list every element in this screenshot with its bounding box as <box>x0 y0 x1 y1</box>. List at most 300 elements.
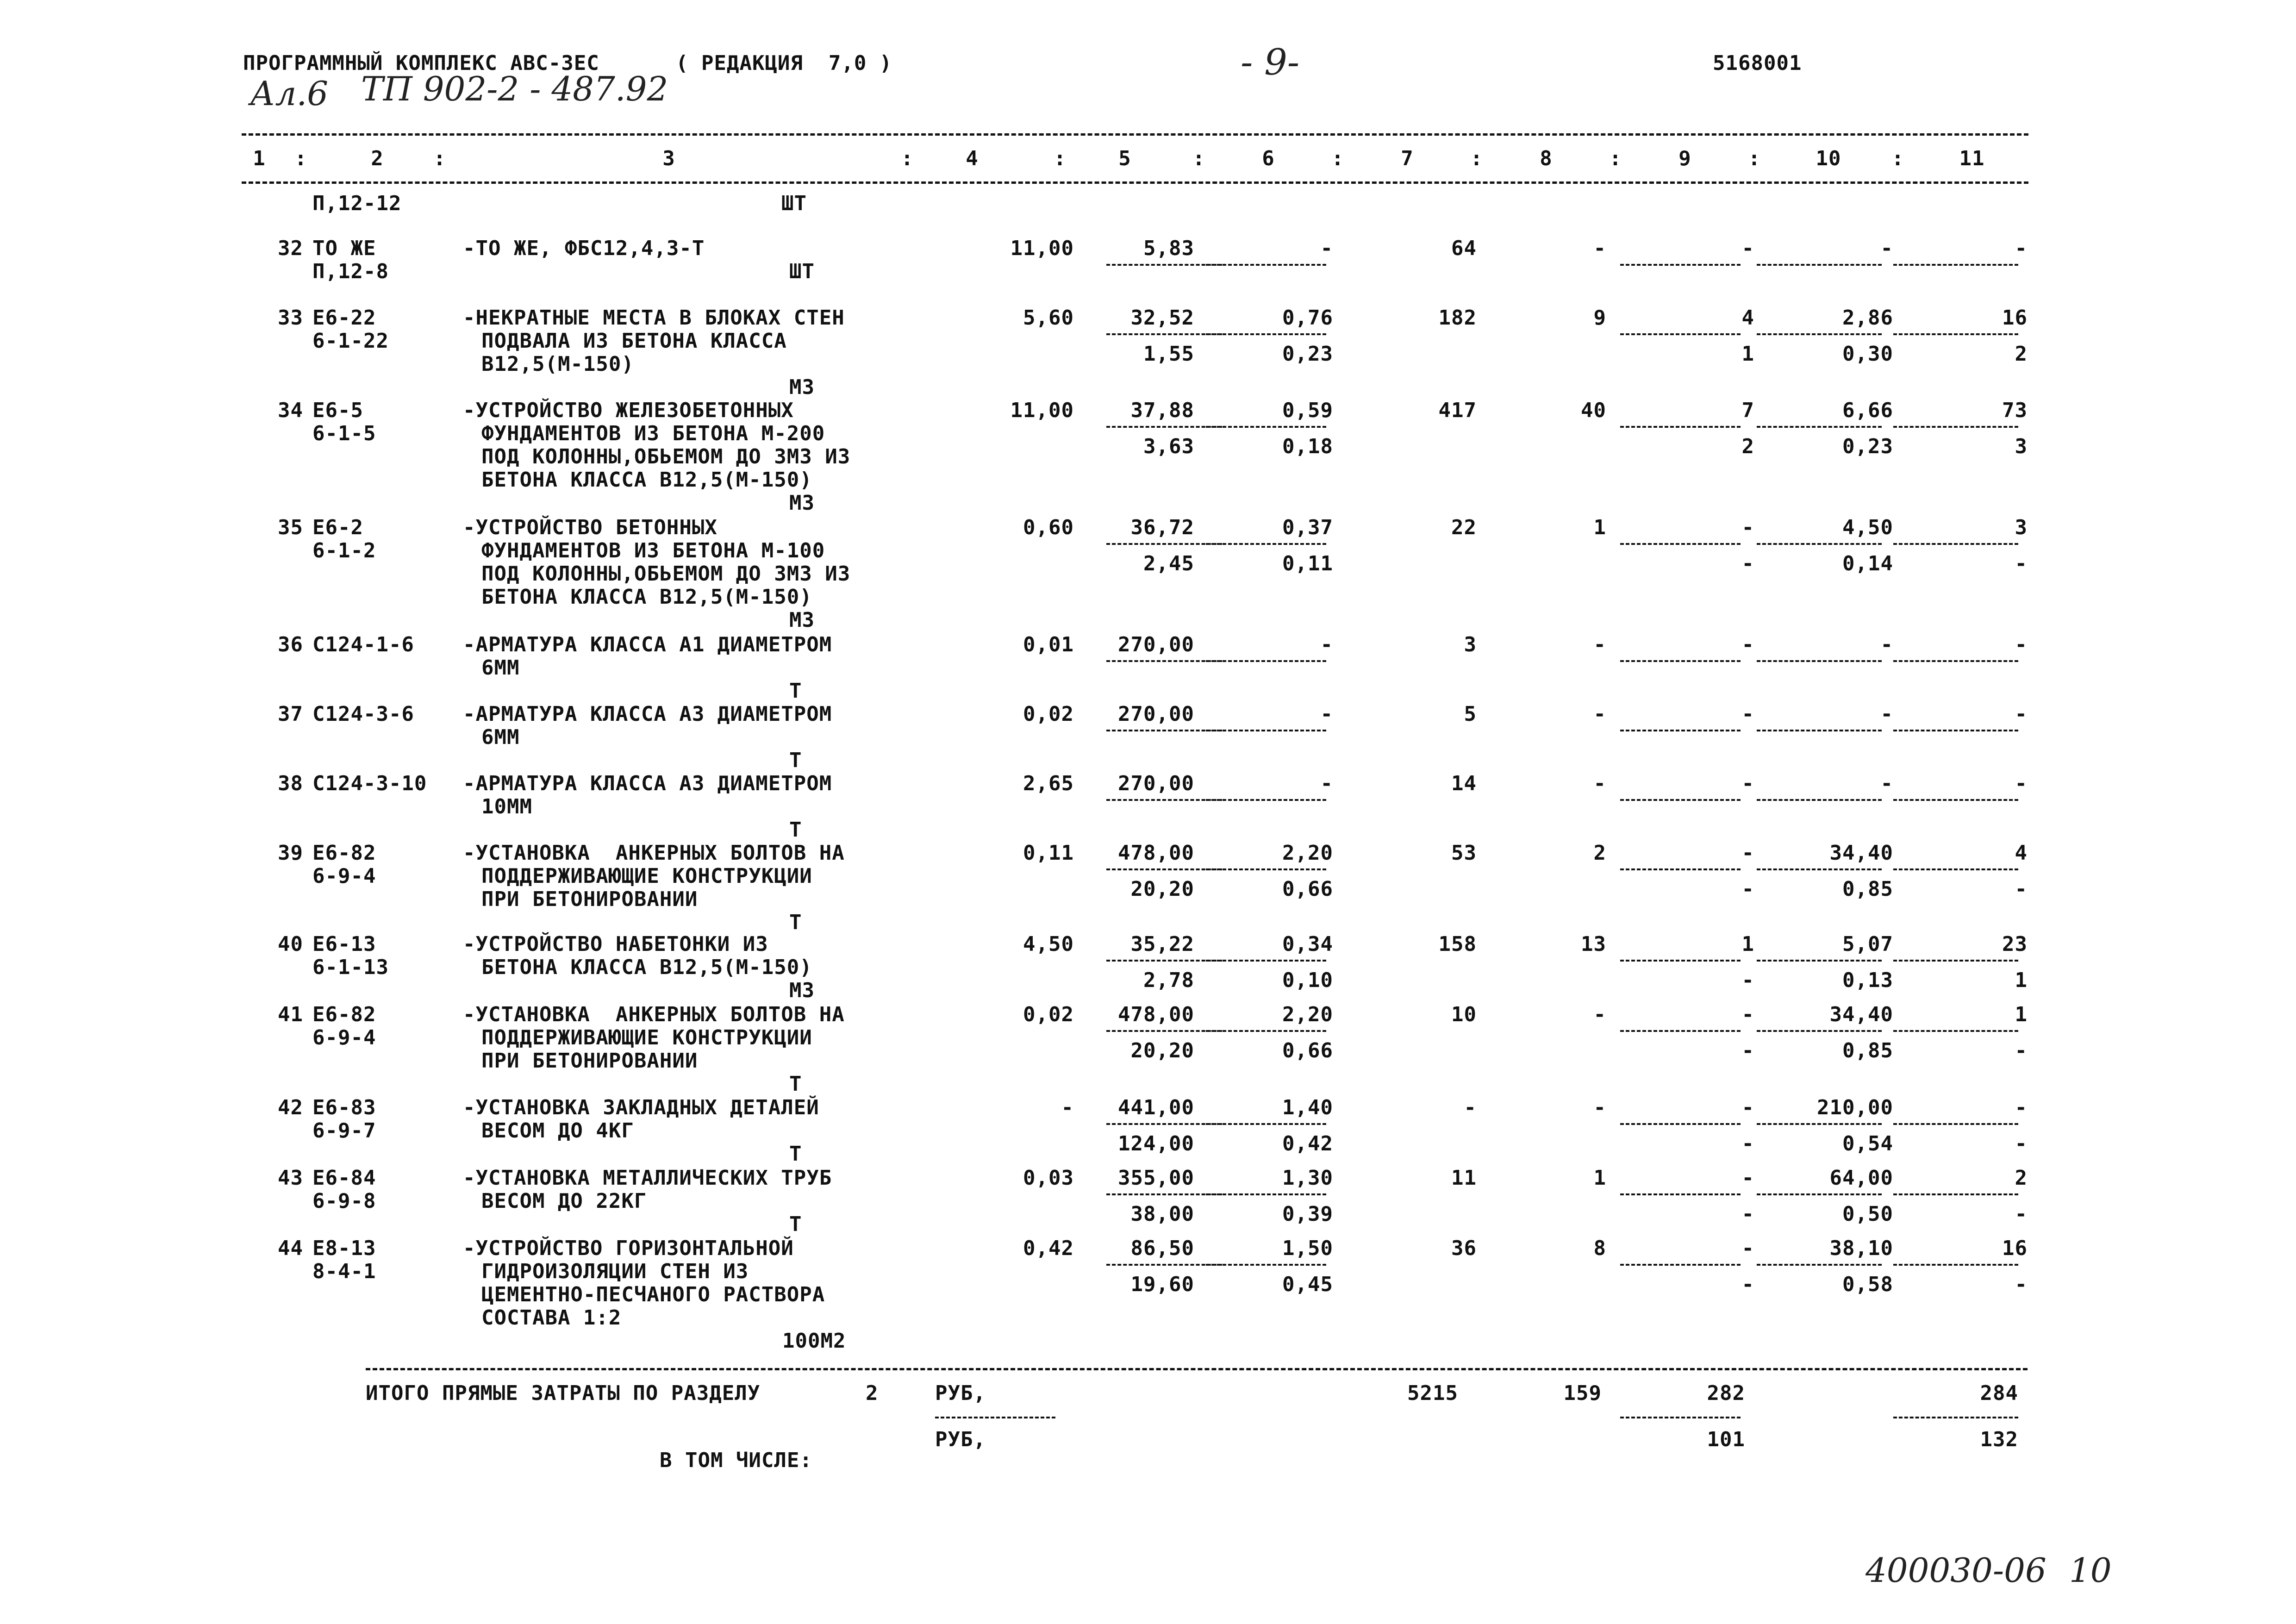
cell-col4: 0,02 <box>1023 1003 1074 1026</box>
work-description: СОСТАВА 1:2 <box>481 1306 622 1330</box>
cell-rule <box>1893 660 2018 662</box>
norm-code: Е8-13 <box>312 1237 376 1260</box>
cell-col11: 23 <box>2002 932 2028 956</box>
cell-rule <box>1757 730 1882 731</box>
column-separator: : <box>433 147 446 170</box>
cell-rule <box>1620 868 1741 870</box>
row-number: 37 <box>278 702 303 726</box>
total-col8: 159 <box>1563 1381 1602 1405</box>
cell-rule <box>1757 1264 1882 1266</box>
cell-col7: 10 <box>1451 1003 1477 1026</box>
cell-col8: 40 <box>1581 399 1606 422</box>
cell-rule <box>1106 660 1222 662</box>
column-header-3: 3 <box>662 147 675 170</box>
cell-col5: 355,00 <box>1118 1166 1194 1190</box>
work-description: -УСТРОЙСТВО ЖЕЛЕЗОБЕТОННЫХ <box>463 399 794 422</box>
unit-label: Т <box>789 749 802 772</box>
cell-col4: 5,60 <box>1023 306 1074 330</box>
cell-col4: 2,65 <box>1023 772 1074 795</box>
cell-col9: - <box>1741 633 1754 656</box>
work-description: -УСТРОЙСТВО БЕТОННЫХ <box>463 516 718 539</box>
cell-col5: 37,88 <box>1130 399 1194 422</box>
cell-rule <box>1206 799 1326 801</box>
cell-col6: - <box>1320 237 1333 260</box>
continued-code: П,12-12 <box>312 192 402 215</box>
cell-col5-wages: 20,20 <box>1130 877 1194 901</box>
cell-col5-wages: 38,00 <box>1130 1202 1194 1226</box>
work-description: ПОДДЕРЖИВАЮЩИЕ КОНСТРУКЦИИ <box>481 1026 812 1049</box>
cell-col6-wages: 0,66 <box>1282 1039 1333 1062</box>
cell-col4: 0,60 <box>1023 516 1074 539</box>
norm-code: ТО ЖЕ <box>312 237 376 260</box>
cell-col4: 0,11 <box>1023 841 1074 865</box>
cell-col6: 0,59 <box>1282 399 1333 422</box>
cell-rule <box>1620 543 1741 545</box>
cell-rule <box>1757 1193 1882 1195</box>
total-col11: 284 <box>1980 1381 2018 1405</box>
cell-col6: 1,50 <box>1282 1237 1333 1260</box>
cell-rule <box>1206 660 1326 662</box>
cell-col5: 5,83 <box>1143 237 1194 260</box>
cell-col11-wages: - <box>2015 1132 2028 1156</box>
row-number: 44 <box>278 1237 303 1260</box>
cell-rule <box>1620 730 1741 731</box>
norm-code: Е6-13 <box>312 932 376 956</box>
cell-col11: 3 <box>2015 516 2028 539</box>
cell-rule <box>1106 1030 1222 1032</box>
cell-col9: 7 <box>1741 399 1754 422</box>
work-description: ФУНДАМЕНТОВ ИЗ БЕТОНА М-200 <box>481 422 825 445</box>
cell-col7: - <box>1464 1096 1477 1119</box>
unit-label: М3 <box>789 979 815 1002</box>
cell-rule <box>1620 1264 1741 1266</box>
cell-col10: 210,00 <box>1817 1096 1893 1119</box>
cell-col10-wages: 0,13 <box>1842 968 1893 992</box>
sheet-number: 10 <box>2069 1551 2112 1590</box>
cell-col4: - <box>1061 1096 1074 1119</box>
work-description: 10ММ <box>481 795 532 818</box>
cell-rule <box>1106 730 1222 731</box>
row-number: 36 <box>278 633 303 656</box>
cell-rule <box>1757 1030 1882 1032</box>
column-header-9: 9 <box>1678 147 1691 170</box>
cell-col9-wages: 2 <box>1741 435 1754 458</box>
total-col7: 5215 <box>1407 1381 1458 1405</box>
work-description: -УСТАНОВКА АНКЕРНЫХ БОЛТОВ НА <box>463 1003 845 1026</box>
cell-col5-wages: 1,55 <box>1143 342 1194 366</box>
cell-rule <box>1106 1193 1222 1195</box>
cell-rule <box>1893 730 2018 731</box>
cell-rule <box>1757 264 1882 266</box>
cell-col5-wages: 2,78 <box>1143 968 1194 992</box>
norm-subcode: 6-1-22 <box>312 329 389 353</box>
total-rule <box>366 1368 2028 1370</box>
cell-col9-wages: - <box>1741 552 1754 575</box>
column-separator: : <box>1331 147 1344 170</box>
cell-col8: 2 <box>1593 841 1606 865</box>
cell-col8: - <box>1593 1096 1606 1119</box>
work-description: -АРМАТУРА КЛАССА А3 ДИАМЕТРОМ <box>463 772 832 795</box>
work-description: ВЕСОМ ДО 22КГ <box>481 1189 647 1213</box>
cell-rule <box>1206 543 1326 545</box>
cell-col5-wages: 2,45 <box>1143 552 1194 575</box>
norm-subcode: П,12-8 <box>312 260 389 283</box>
column-separator: : <box>1470 147 1483 170</box>
cell-col11: 1 <box>2015 1003 2028 1026</box>
cell-col9: - <box>1741 1237 1754 1260</box>
cell-rule <box>1757 960 1882 962</box>
cell-rule <box>1106 799 1222 801</box>
cell-rule <box>1893 543 2018 545</box>
norm-code: Е6-83 <box>312 1096 376 1119</box>
cell-rule <box>1206 1030 1326 1032</box>
norm-subcode: 6-9-4 <box>312 864 376 888</box>
cell-col10: - <box>1880 702 1893 726</box>
cell-rule <box>1620 1123 1741 1125</box>
column-separator: : <box>901 147 914 170</box>
cell-rule <box>1106 543 1222 545</box>
cell-col10: 5,07 <box>1842 932 1893 956</box>
cell-col6: - <box>1320 702 1333 726</box>
work-description: ПРИ БЕТОНИРОВАНИИ <box>481 887 698 911</box>
work-description: ПОДВАЛА ИЗ БЕТОНА КЛАССА <box>481 329 787 353</box>
unit-label: Т <box>789 1142 802 1166</box>
total-rule-col9 <box>1620 1417 1741 1418</box>
column-header-2: 2 <box>371 147 384 170</box>
cell-col7: 14 <box>1451 772 1477 795</box>
cell-col5: 441,00 <box>1118 1096 1194 1119</box>
cell-rule <box>1206 1193 1326 1195</box>
cell-col9-wages: - <box>1741 1273 1754 1296</box>
cell-col10: 38,10 <box>1829 1237 1893 1260</box>
cell-rule <box>1757 426 1882 428</box>
unit-label: ШТ <box>789 260 815 283</box>
unit-label: Т <box>789 818 802 842</box>
row-number: 33 <box>278 306 303 330</box>
cell-col11: 2 <box>2015 1166 2028 1190</box>
work-description: В12,5(М-150) <box>481 352 634 376</box>
work-description: БЕТОНА КЛАССА В12,5(М-150) <box>481 468 812 492</box>
cell-col6-wages: 0,23 <box>1282 342 1333 366</box>
cell-col10: - <box>1880 237 1893 260</box>
cell-col5: 270,00 <box>1118 633 1194 656</box>
cell-col9: - <box>1741 1003 1754 1026</box>
cell-col8: 9 <box>1593 306 1606 330</box>
norm-subcode: 6-9-4 <box>312 1026 376 1049</box>
album-mark: Ал.6 <box>250 74 329 113</box>
work-description: -ТО ЖЕ, ФБС12,4,3-Т <box>463 237 705 260</box>
work-description: ВЕСОМ ДО 4КГ <box>481 1119 634 1143</box>
cell-col5: 478,00 <box>1118 841 1194 865</box>
cell-col5: 270,00 <box>1118 702 1194 726</box>
row-number: 41 <box>278 1003 303 1026</box>
cell-col9-wages: - <box>1741 968 1754 992</box>
cell-col9: - <box>1741 702 1754 726</box>
cell-rule <box>1106 264 1222 266</box>
cell-col10-wages: 0,54 <box>1842 1132 1893 1156</box>
cell-col6-wages: 0,18 <box>1282 435 1333 458</box>
total-col11-sub: 132 <box>1980 1428 2018 1451</box>
cell-rule <box>1620 1030 1741 1032</box>
total-section: 2 <box>866 1381 879 1405</box>
cell-col11: - <box>2015 1096 2028 1119</box>
cell-rule <box>1893 333 2018 335</box>
cell-rule <box>1206 1264 1326 1266</box>
cell-col5-wages: 20,20 <box>1130 1039 1194 1062</box>
cell-rule <box>1106 333 1222 335</box>
work-description: ФУНДАМЕНТОВ ИЗ БЕТОНА М-100 <box>481 539 825 562</box>
cell-rule <box>1206 333 1326 335</box>
unit-label: М3 <box>789 491 815 515</box>
cell-col8: - <box>1593 633 1606 656</box>
cell-rule <box>1206 960 1326 962</box>
column-separator: : <box>1609 147 1622 170</box>
cell-col5-wages: 3,63 <box>1143 435 1194 458</box>
cell-col9: 1 <box>1741 932 1754 956</box>
norm-code: Е6-5 <box>312 399 363 422</box>
page-number: - 9- <box>1241 42 1300 83</box>
cell-col6: - <box>1320 633 1333 656</box>
cell-col9: 4 <box>1741 306 1754 330</box>
cell-rule <box>1206 264 1326 266</box>
norm-subcode: 6-9-7 <box>312 1119 376 1143</box>
cell-col11-wages: 1 <box>2015 968 2028 992</box>
work-description: -УСТРОЙСТВО НАБЕТОНКИ ИЗ <box>463 932 768 956</box>
cell-col10: - <box>1880 772 1893 795</box>
cell-col5: 270,00 <box>1118 772 1194 795</box>
cell-rule <box>1893 426 2018 428</box>
cell-rule <box>1206 730 1326 731</box>
column-header-5: 5 <box>1118 147 1131 170</box>
cell-col11: - <box>2015 237 2028 260</box>
archive-stamp: 400030-06 <box>1866 1551 2046 1590</box>
cell-rule <box>1757 1123 1882 1125</box>
cell-col9-wages: - <box>1741 1202 1754 1226</box>
total-currency-2: РУБ, <box>935 1428 986 1451</box>
cell-col7: 53 <box>1451 841 1477 865</box>
cell-rule <box>1893 799 2018 801</box>
cell-rule <box>1106 1123 1222 1125</box>
cell-col7: 158 <box>1438 932 1477 956</box>
cell-rule <box>1893 868 2018 870</box>
cell-col9-wages: - <box>1741 877 1754 901</box>
cell-col11: - <box>2015 633 2028 656</box>
header-rule-top <box>242 133 2028 136</box>
cell-col10-wages: 0,30 <box>1842 342 1893 366</box>
norm-code: Е6-22 <box>312 306 376 330</box>
cell-col10: 34,40 <box>1829 1003 1893 1026</box>
cell-col4: 0,01 <box>1023 633 1074 656</box>
cell-col10-wages: 0,14 <box>1842 552 1893 575</box>
norm-subcode: 6-1-2 <box>312 539 376 562</box>
norm-subcode: 8-4-1 <box>312 1260 376 1283</box>
cell-col9: - <box>1741 772 1754 795</box>
cell-col11: 16 <box>2002 1237 2028 1260</box>
cell-rule <box>1206 1123 1326 1125</box>
cell-col11: 16 <box>2002 306 2028 330</box>
cell-col6-wages: 0,39 <box>1282 1202 1333 1226</box>
cell-rule <box>1893 1193 2018 1195</box>
work-description: -УСТАНОВКА ЗАКЛАДНЫХ ДЕТАЛЕЙ <box>463 1096 819 1119</box>
cell-rule <box>1206 426 1326 428</box>
cell-col9-wages: - <box>1741 1132 1754 1156</box>
norm-subcode: 6-1-5 <box>312 422 376 445</box>
program-title: ПРОГРАММНЫЙ КОМПЛЕКС АВС-3ЕС <box>243 51 599 75</box>
cell-rule <box>1893 960 2018 962</box>
currency-rule <box>935 1417 1055 1418</box>
norm-code: Е6-84 <box>312 1166 376 1190</box>
column-header-8: 8 <box>1540 147 1553 170</box>
cell-col8: 1 <box>1593 1166 1606 1190</box>
work-description: ПОД КОЛОННЫ,ОБЬЕМОМ ДО 3М3 ИЗ <box>481 445 851 468</box>
cell-col11-wages: 3 <box>2015 435 2028 458</box>
cell-col11-wages: - <box>2015 1039 2028 1062</box>
total-col9: 282 <box>1707 1381 1745 1405</box>
cell-col6: 0,76 <box>1282 306 1333 330</box>
project-mark: ТП 902-2 - 487.92 <box>361 69 668 108</box>
cell-col6-wages: 0,10 <box>1282 968 1333 992</box>
norm-code: С124-1-6 <box>312 633 414 656</box>
row-number: 32 <box>278 237 303 260</box>
cell-col4: 11,00 <box>1010 237 1074 260</box>
cell-col5: 478,00 <box>1118 1003 1194 1026</box>
cell-rule <box>1620 264 1741 266</box>
cell-col7: 11 <box>1451 1166 1477 1190</box>
cell-col8: - <box>1593 702 1606 726</box>
cell-rule <box>1206 868 1326 870</box>
cell-col11: - <box>2015 772 2028 795</box>
total-rule-col11 <box>1893 1417 2018 1418</box>
cell-col7: 64 <box>1451 237 1477 260</box>
cell-col10: 4,50 <box>1842 516 1893 539</box>
cell-col6: 2,20 <box>1282 841 1333 865</box>
cell-col11-wages: - <box>2015 1202 2028 1226</box>
cell-col4: 0,02 <box>1023 702 1074 726</box>
work-description: -НЕКРАТНЫЕ МЕСТА В БЛОКАХ СТЕН <box>463 306 845 330</box>
cell-rule <box>1757 333 1882 335</box>
column-header-4: 4 <box>966 147 979 170</box>
work-description: -УСТАНОВКА АНКЕРНЫХ БОЛТОВ НА <box>463 841 845 865</box>
cell-col5: 86,50 <box>1130 1237 1194 1260</box>
cell-col9: - <box>1741 237 1754 260</box>
work-description: ГИДРОИЗОЛЯЦИИ СТЕН ИЗ <box>481 1260 749 1283</box>
including-label: В ТОМ ЧИСЛЕ: <box>660 1449 812 1472</box>
cell-col4: 0,03 <box>1023 1166 1074 1190</box>
cell-col6: 2,20 <box>1282 1003 1333 1026</box>
work-description: ПОД КОЛОННЫ,ОБЬЕМОМ ДО 3М3 ИЗ <box>481 562 851 586</box>
cell-col6: 1,40 <box>1282 1096 1333 1119</box>
cell-col7: 22 <box>1451 516 1477 539</box>
cell-rule <box>1893 264 2018 266</box>
cell-rule <box>1757 868 1882 870</box>
column-header-6: 6 <box>1262 147 1275 170</box>
row-number: 35 <box>278 516 303 539</box>
cell-rule <box>1757 799 1882 801</box>
work-description: -АРМАТУРА КЛАССА А3 ДИАМЕТРОМ <box>463 702 832 726</box>
continued-unit: ШТ <box>781 192 807 215</box>
cell-col8: 1 <box>1593 516 1606 539</box>
cell-col8: 13 <box>1581 932 1606 956</box>
unit-label: Т <box>789 679 802 703</box>
cell-col11-wages: - <box>2015 552 2028 575</box>
cell-col9: - <box>1741 516 1754 539</box>
cell-col6: 1,30 <box>1282 1166 1333 1190</box>
cell-col4: 0,42 <box>1023 1237 1074 1260</box>
work-description: БЕТОНА КЛАССА В12,5(М-150) <box>481 585 812 609</box>
column-header-11: 11 <box>1959 147 1985 170</box>
work-description: ЦЕМЕНТНО-ПЕСЧАНОГО РАСТВОРА <box>481 1283 825 1306</box>
cell-col10-wages: 0,85 <box>1842 1039 1893 1062</box>
cell-col7: 3 <box>1464 633 1477 656</box>
cell-col9-wages: 1 <box>1741 342 1754 366</box>
unit-label: М3 <box>789 375 815 399</box>
cell-rule <box>1620 960 1741 962</box>
cell-col7: 36 <box>1451 1237 1477 1260</box>
cell-col8: 8 <box>1593 1237 1606 1260</box>
norm-code: Е6-82 <box>312 841 376 865</box>
cell-col10: 2,86 <box>1842 306 1893 330</box>
cell-col6-wages: 0,11 <box>1282 552 1333 575</box>
cell-col10: - <box>1880 633 1893 656</box>
norm-subcode: 6-9-8 <box>312 1189 376 1213</box>
cell-col8: - <box>1593 237 1606 260</box>
row-number: 40 <box>278 932 303 956</box>
work-description: -УСТРОЙСТВО ГОРИЗОНТАЛЬНОЙ <box>463 1237 794 1260</box>
cell-col10: 6,66 <box>1842 399 1893 422</box>
column-header-7: 7 <box>1401 147 1414 170</box>
cell-rule <box>1620 333 1741 335</box>
cell-rule <box>1620 660 1741 662</box>
cell-col5: 36,72 <box>1130 516 1194 539</box>
document-code: 5168001 <box>1713 51 1802 75</box>
cell-col5: 32,52 <box>1130 306 1194 330</box>
cell-col11: 73 <box>2002 399 2028 422</box>
cell-col6-wages: 0,45 <box>1282 1273 1333 1296</box>
cell-col11-wages: - <box>2015 1273 2028 1296</box>
row-number: 42 <box>278 1096 303 1119</box>
cell-col10: 34,40 <box>1829 841 1893 865</box>
work-description: -АРМАТУРА КЛАССА А1 ДИАМЕТРОМ <box>463 633 832 656</box>
cell-col6-wages: 0,42 <box>1282 1132 1333 1156</box>
cell-col11: 4 <box>2015 841 2028 865</box>
work-description: ПРИ БЕТОНИРОВАНИИ <box>481 1049 698 1073</box>
column-separator: : <box>1748 147 1761 170</box>
cell-col8: - <box>1593 1003 1606 1026</box>
cell-rule <box>1893 1123 2018 1125</box>
norm-subcode: 6-1-13 <box>312 956 389 979</box>
column-separator: : <box>1192 147 1205 170</box>
column-separator: : <box>1891 147 1904 170</box>
total-col9-sub: 101 <box>1707 1428 1745 1451</box>
cell-rule <box>1620 799 1741 801</box>
column-header-10: 10 <box>1816 147 1841 170</box>
work-description: -УСТАНОВКА МЕТАЛЛИЧЕСКИХ ТРУБ <box>463 1166 832 1190</box>
cell-rule <box>1106 426 1222 428</box>
total-label: ИТОГО ПРЯМЫЕ ЗАТРАТЫ ПО РАЗДЕЛУ <box>366 1381 761 1405</box>
cell-col5: 35,22 <box>1130 932 1194 956</box>
header-rule-bottom <box>242 181 2028 184</box>
cell-col10-wages: 0,50 <box>1842 1202 1893 1226</box>
row-number: 39 <box>278 841 303 865</box>
unit-label: Т <box>789 1212 802 1236</box>
cell-rule <box>1757 543 1882 545</box>
row-number: 38 <box>278 772 303 795</box>
cell-col9: - <box>1741 841 1754 865</box>
cell-col11: - <box>2015 702 2028 726</box>
cell-col8: - <box>1593 772 1606 795</box>
row-number: 43 <box>278 1166 303 1190</box>
cell-col4: 4,50 <box>1023 932 1074 956</box>
